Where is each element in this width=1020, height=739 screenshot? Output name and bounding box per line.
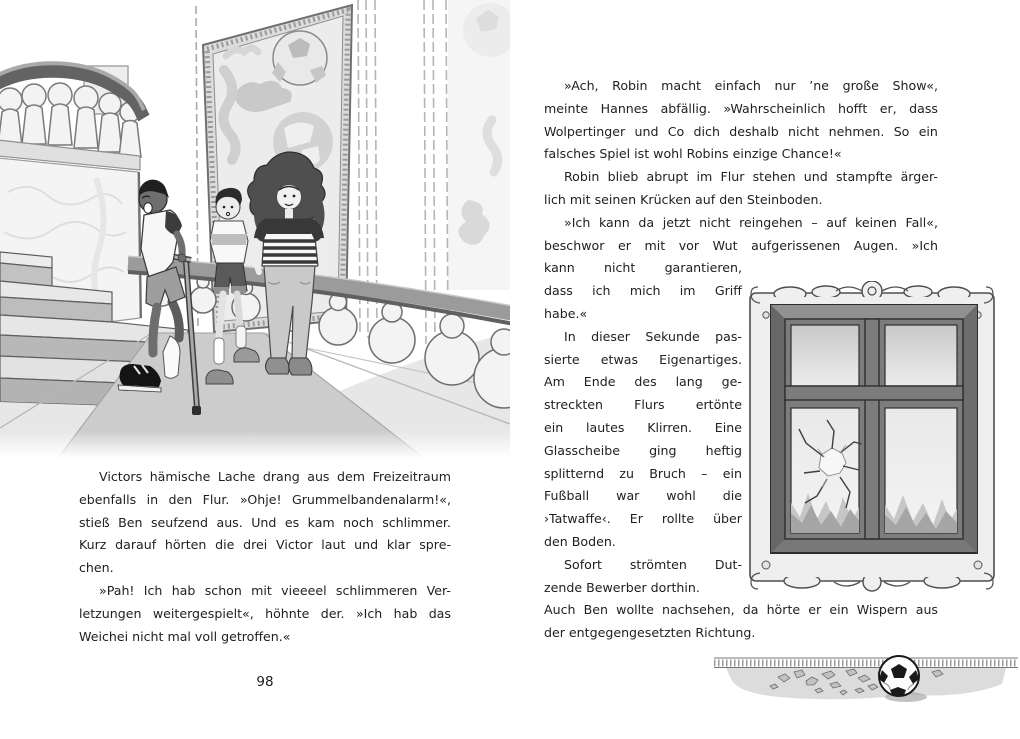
text-line: sierte etwas Eigenartiges. <box>544 351 742 367</box>
text-line: »Ach, Robin macht einfach nur ’ne große Show«, <box>564 78 938 93</box>
ball-and-shards-illustration <box>710 650 1020 712</box>
text-line: den Boden. <box>544 533 616 549</box>
text-line: Glasscheibe ging heftig <box>544 442 742 458</box>
text-line: Victors hämische Lache drang aus dem Freizeitraum <box>99 469 451 484</box>
text-line: ›Tatwaffe‹. Er rollte über <box>544 511 742 527</box>
text-line: habe.« <box>544 305 588 321</box>
skirting-band <box>714 658 1018 668</box>
page-number: 98 <box>256 674 274 690</box>
text-line: splitternd zu Bruch – ein <box>544 465 742 481</box>
text-line: letzungen weitergespielt«, höhnte der. »Ich hab das <box>79 605 451 621</box>
text-line: chen. <box>79 560 114 576</box>
text-line: ein lautes Klirren. Eine <box>544 419 742 435</box>
text-line: der entgegengesetzten Richtung. <box>544 625 756 641</box>
text-line: dass ich mich im Griff <box>544 283 742 299</box>
text-line: Robin blieb abrupt im Flur stehen und stampfte ärger- <box>564 169 938 185</box>
children-on-staircase-illustration <box>0 0 510 458</box>
text-line: streckten Flurs ertönte <box>544 397 742 413</box>
text-line: Sofort strömten Dut- <box>564 556 742 572</box>
right-page-text-narrow <box>544 257 742 599</box>
balcony-balustrade <box>0 63 144 170</box>
text-line: meinte Hannes abfällig. »Wahrscheinlich hofft er, dass <box>544 100 938 116</box>
text-line: beschwor er mit vor Wut aufgerissenen Augen. »Ich <box>544 237 938 253</box>
text-line: Weichei nicht mal voll getroffen.« <box>79 628 291 644</box>
text-line: kann nicht garantieren, <box>544 260 742 276</box>
text-line: Wolpertinger und Co dich deshalb nicht nehmen. So ein <box>544 123 938 139</box>
text-line: »Ich kann da jetzt nicht reingehen – auf keinen Fall«, <box>564 214 938 230</box>
text-line: Auch Ben wollte nachsehen, da hörte er ein Wispern aus <box>544 602 938 618</box>
text-line: Am Ende des lang ge- <box>544 374 742 390</box>
text-line: Fußball war wohl die <box>544 488 742 504</box>
illustration-fade <box>0 430 510 458</box>
left-page-text <box>79 466 451 648</box>
text-line: lich mit seinen Krücken auf den Steinboden. <box>544 191 823 207</box>
text-line: falsches Spiel ist wohl Robins einzige Chance!« <box>544 146 842 162</box>
text-line: ebenfalls in den Flur. »Ohje! Grummelbandenalarm!«, <box>79 491 451 507</box>
text-line: In dieser Sekunde pas- <box>564 328 742 344</box>
floor-patch <box>726 668 1006 699</box>
text-line: zende Bewerber dorthin. <box>544 579 700 595</box>
right-page-text-bottom <box>544 599 938 645</box>
right-page-text-top <box>544 75 938 257</box>
text-line: stieß Ben seufzend aus. Und es kam noch schlimmer. <box>79 514 451 530</box>
text-line: »Pah! Ich hab schon mit vieeeel schlimmeren Ver- <box>99 582 451 598</box>
poster-soccer-ball-icon <box>272 31 327 85</box>
broken-window-illustration <box>742 281 1000 593</box>
text-line: Kurz darauf hörten die drei Victor laut und klar spre- <box>79 537 451 553</box>
